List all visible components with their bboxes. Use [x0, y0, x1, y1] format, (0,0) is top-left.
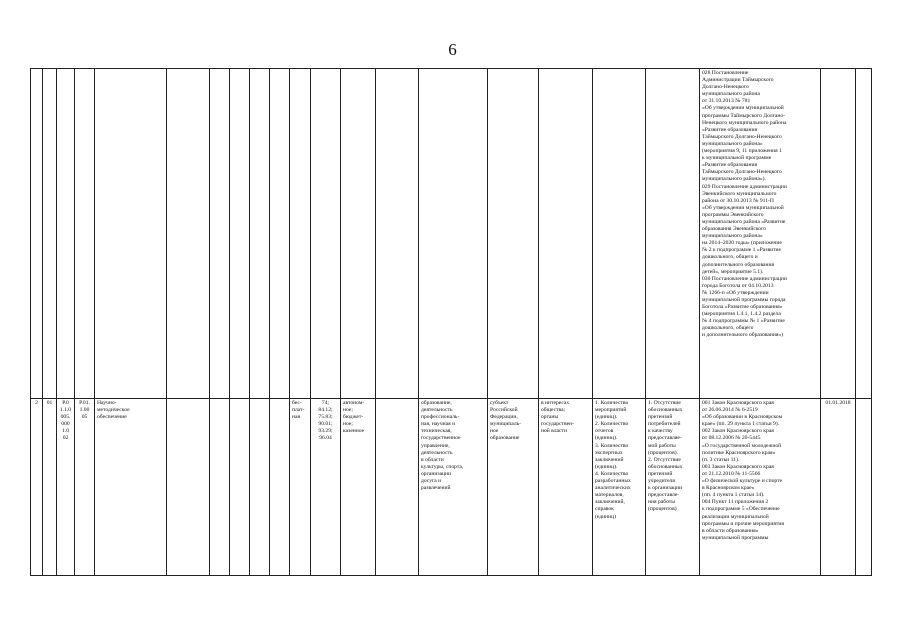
legal-basis-text: 001 Закон Красноярского края от 26.06.2014 № 6-2519 «Об образовании в Красноярском крае» (пп. 29 пункта 1 статьи 9). 002 Закон Красноярского края от 08.12.2006 № 20-5445 «О государственной молодежной политике Красноярского края» (п. 3 статьи 11). 003 Закон Красноярского края от 21.12.2010 № 11-5566 «О физической культуре и спорте в Красноярском крае» (пп. 4 пункта 1 статьи 14). 004 Пункт 11 приложения 2 к подпрограмме 5 «Обеспечение реализации муниципальной программы и прочие мероприятия в области образования» муниципальной программы [702, 400, 784, 541]
table-cell [31, 69, 43, 399]
table-cell [57, 69, 75, 399]
row-number-cell [31, 399, 43, 576]
effective-date: 01.01.2018 [825, 400, 851, 406]
paid-status: бес- плат- ная [292, 400, 305, 421]
table-row [31, 69, 872, 399]
work-code-cell [75, 399, 95, 576]
institution-type-cell [341, 399, 376, 576]
okved-cell [311, 399, 341, 576]
founder: субъект Российской Федерации, муниципаль- ное образование [490, 400, 522, 442]
quality-indicators: 1. Отсутствие обоснованных претензий потребителей к качеству предоставляе- мой работы (процентов). 2. Отсутствие обоснованных претензий учредителя к организации предоставле- ния работы (процентов) [648, 400, 683, 513]
table-cell [311, 69, 341, 399]
table-cell [167, 69, 210, 399]
registry-code: Р.0 1.1.0 005. 000 1.0 02 [59, 400, 72, 442]
activity-cell [419, 399, 488, 576]
row-number: 2 [35, 400, 38, 406]
table-cell [341, 69, 376, 399]
legal-basis-text: 028 Постановление Администрации Таймырского Долгано-Ненецкого муниципального района от 31.10.2013 № 781 «Об утверждении муниципальной программы Таймырского Долгано- Ненецкого муниципального района «Развитие образования Таймырского Долгано-Ненецкого муниципального района» (мероприятия 9, 11 приложения 1 к муниципальной программе «Развитие образования Таймырского Долгано-Ненецкого муниципального района»). 029 Постановление администрации Эвенкийского муниципального района от 30.10.2013 № 911-П «Об утверждении муниципальной программы Эвенкийского муниципального района «Развитие образования Эвенкийского муниципального района» на 2014–2020 годы» (приложение № 2 к подпрограмме 1 «Развитие дошкольного, общего и дополнительного образования детей», мероприятие 5.1). 030 Постановление администрации города Боготола от 04.10.2013 № 1266-п «Об утверждении муниципальной программы города Боготола «Развитие образования» (мероприятия 1.4.1, 1.4.2 раздела № 4 подпрограммы № 1 «Развитие дошкольного, общего и дополнительного образования») [702, 70, 787, 339]
table-cell [593, 69, 646, 399]
page-number: 6 [448, 40, 457, 59]
table-cell [167, 399, 210, 576]
table-cell [210, 399, 230, 576]
table-cell [376, 399, 419, 576]
registry-code-cell [57, 399, 75, 576]
institution-type: автоном- ное; бюджет- ное; казенное [343, 400, 365, 435]
table-row [31, 399, 872, 576]
table-cell [230, 69, 250, 399]
table-cell [856, 69, 872, 399]
activity-types: образование, деятельность профессиональ- ная, научная и техническая, государственное управление, деятельность в области культуры, спорта, организации досуга и развлечений [421, 400, 464, 492]
table-cell [270, 69, 290, 399]
work-code: Р.01. 1.00 05 [79, 400, 90, 421]
volume-indicators: 1. Количество мероприятий (единиц). 2. Количество отчетов (единиц). 3. Количество экспертных заключений (единиц). 4. Количество разработанных аналитических материалов, заключений, справок (единиц) [595, 400, 631, 520]
table-cell [230, 399, 250, 576]
table-cell [290, 69, 311, 399]
work-name-cell [95, 399, 167, 576]
section-code: 01 [46, 400, 53, 406]
quality-indicators-cell [646, 399, 700, 576]
table-cell [250, 69, 270, 399]
legal-basis-cell [700, 399, 821, 576]
table-cell [95, 69, 167, 399]
founder-cell [488, 399, 539, 576]
table-cell [821, 69, 856, 399]
table-cell [488, 69, 539, 399]
table-cell [43, 69, 57, 399]
table-cell [646, 69, 700, 399]
table-cell [856, 399, 872, 576]
consumers: в интересах общества; органы государствен- ной власти [541, 400, 574, 435]
paid-status-cell [290, 399, 311, 576]
table-cell [376, 69, 419, 399]
volume-indicators-cell [593, 399, 646, 576]
table-cell [250, 399, 270, 576]
date-cell [821, 399, 856, 576]
interests-cell [539, 399, 593, 576]
table-cell [419, 69, 488, 399]
table-cell [210, 69, 230, 399]
section-code-cell [43, 399, 57, 576]
table-cell [75, 69, 95, 399]
table-cell [539, 69, 593, 399]
registry-table [30, 68, 872, 576]
okved-codes: 74; 84.12; 75.83; 90.01; 93.29; 96.04 [318, 400, 333, 442]
work-name: Научно- методическое обеспечение [97, 400, 130, 421]
legal-basis-cell [700, 69, 821, 399]
table-cell [270, 399, 290, 576]
